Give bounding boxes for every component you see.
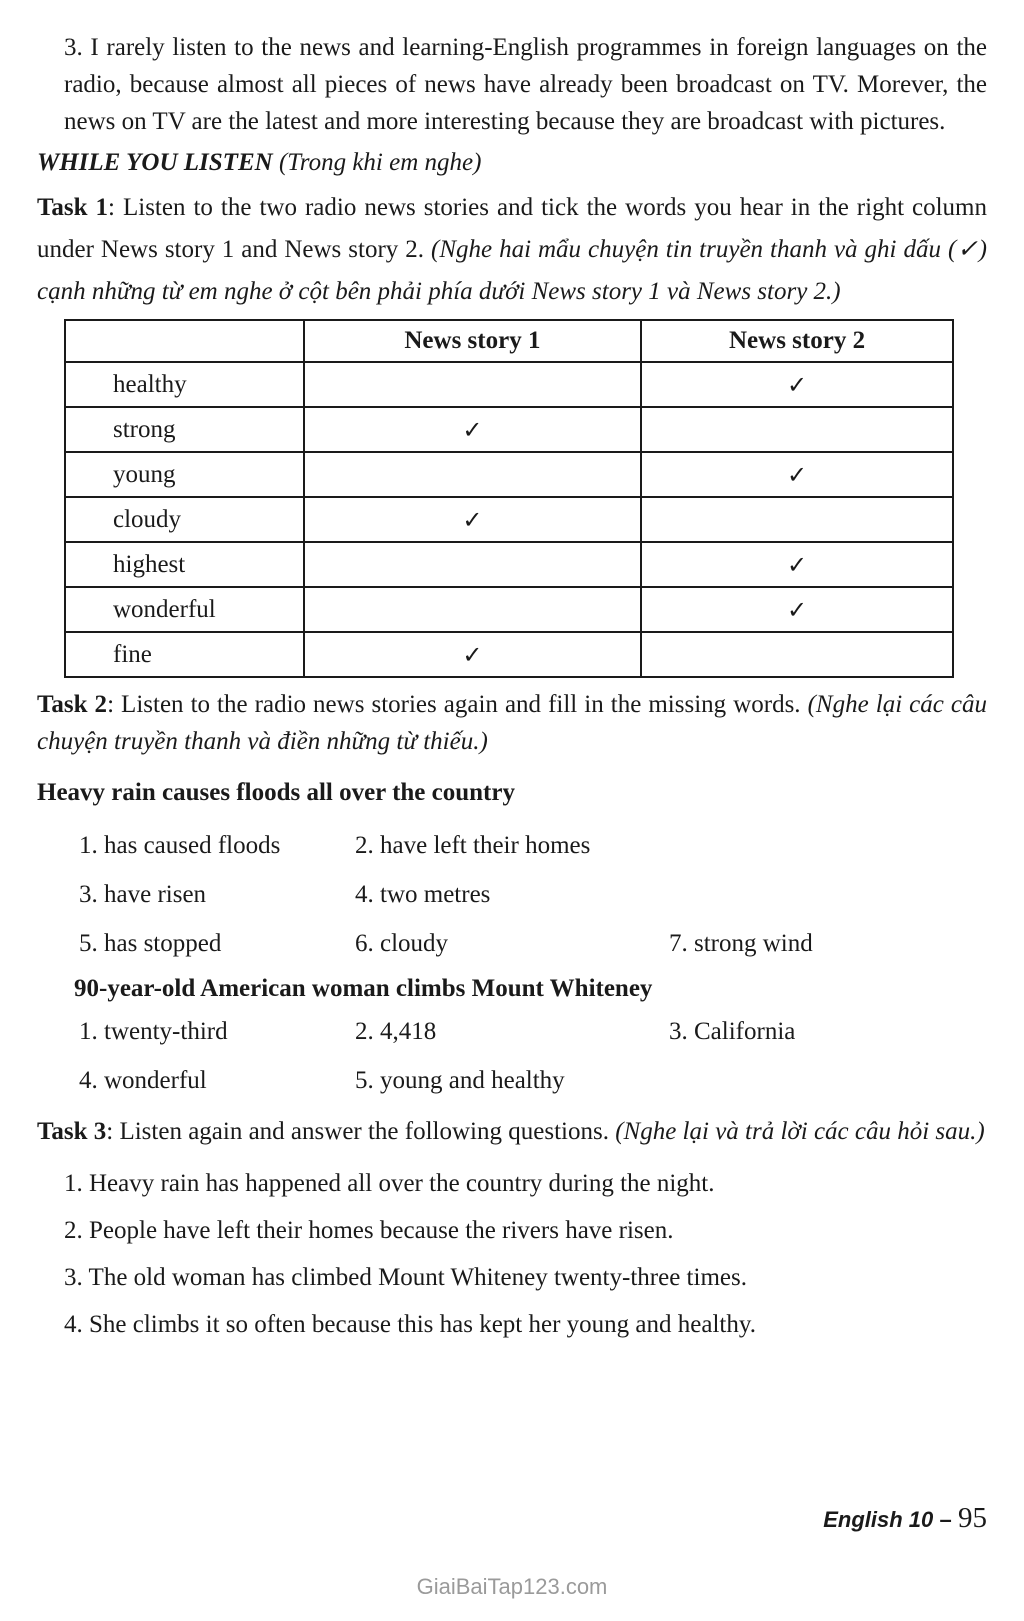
header-news-story-2: News story 2 [641,320,953,362]
answer-item: 2. 4,418 [355,1018,437,1045]
section-heading [37,144,987,181]
task1-translation: (Nghe hai mẩu chuyện tin truyền thanh và ghi dấu (✓) cạnh những từ em nghe ở cột bên phải phía dưới News story 1 và News story 2.) [37,236,988,305]
answer-row [79,1056,987,1105]
tick-story-2 [641,632,953,677]
watermark: GiaiBaiTap123.com [416,1574,608,1599]
section-title: WHILE YOU LISTEN [37,149,273,176]
answer-item: 3. California [669,1018,796,1045]
header-news-story-1: News story 1 [304,320,641,362]
story1-title: Heavy rain causes floods all over the country [37,779,515,806]
answer-item: 4. wonderful [79,1067,207,1094]
tick-story-2: ✓ [641,362,953,407]
table-row [65,587,953,632]
answer-row [79,870,987,919]
row-word: fine [65,632,304,677]
task2-translation: (Nghe lại các câu chuyện truyền thanh và điền những từ thiếu.) [37,691,988,755]
table-row [65,632,953,677]
answer-item: 4. two metres [355,881,491,908]
row-word: young [65,452,304,497]
task2-label: Task 2 [37,691,108,718]
task1-instructions [37,187,987,313]
textbook-page [37,29,987,1348]
page-number: 95 [958,1502,987,1534]
answer-line: 2. People have left their homes because the rivers have risen. [64,1217,674,1244]
task3-instructions [37,1113,987,1150]
tick-table-header [65,320,953,362]
task1-label: Task 1 [37,194,109,221]
task1-text: : Listen to the two radio news stories and tick the words you hear in the right column under News story 1 and News story 2. [37,194,988,263]
row-word: wonderful [65,587,304,632]
tick-table [64,319,954,678]
tick-story-2: ✓ [641,542,953,587]
intro-paragraph: 3. I rarely listen to the news and learning-English programmes in foreign languages on the radio, because almost all pieces of news have already been broadcast on TV. Morever, the news on TV are the latest and more interesting because they are broadcast with pictures. [64,34,987,135]
answer-item: 1. has caused floods [79,832,281,859]
book-title: English 10 [823,1507,934,1532]
task3-label: Task 3 [37,1118,107,1145]
tick-story-1 [304,452,641,497]
table-row [65,497,953,542]
table-row [65,362,953,407]
answer-row [79,1007,987,1056]
answer-item: 3. have risen [79,881,207,908]
answer-item: 7. strong wind [669,930,813,957]
answer-item: 6. cloudy [355,930,449,957]
answer-item: 1. twenty-third [79,1018,228,1045]
tick-story-1: ✓ [304,632,641,677]
answer-item: 5. has stopped [79,930,222,957]
tick-story-1 [304,542,641,587]
table-row [65,542,953,587]
story2-title: 90-year-old American woman climbs Mount Whiteney [74,975,653,1002]
tick-story-1: ✓ [304,407,641,452]
story2-answers [79,1007,987,1105]
tick-story-2: ✓ [641,452,953,497]
answer-row [79,821,987,870]
tick-story-1 [304,362,641,407]
page-footer [0,1500,987,1538]
answer-line: 4. She climbs it so often because this has kept her young and healthy. [64,1311,756,1338]
answer-line: 3. The old woman has climbed Mount Whiteney twenty-three times. [64,1264,747,1291]
story1-answers [79,821,987,968]
row-word: cloudy [65,497,304,542]
table-row [65,452,953,497]
task2-instructions [37,686,987,760]
task2-text: : Listen to the radio news stories again and fill in the missing words. [107,691,801,718]
tick-story-2 [641,497,953,542]
tick-story-1 [304,587,641,632]
footer-dash: – [939,1507,952,1532]
answer-line: 1. Heavy rain has happened all over the country during the night. [64,1170,715,1197]
row-word: highest [65,542,304,587]
header-word [65,320,304,362]
tick-story-2 [641,407,953,452]
tick-story-2: ✓ [641,587,953,632]
table-row [65,407,953,452]
row-word: healthy [65,362,304,407]
row-word: strong [65,407,304,452]
task3-answers [64,1160,987,1348]
task3-translation: (Nghe lại và trả lời các câu hỏi sau.) [615,1118,985,1145]
section-subtitle: (Trong khi em nghe) [278,149,482,176]
answer-item: 2. have left their homes [355,832,591,859]
answer-row [79,919,987,968]
task3-text: : Listen again and answer the following questions. [106,1118,609,1145]
answer-item: 5. young and healthy [355,1067,565,1094]
tick-story-1: ✓ [304,497,641,542]
